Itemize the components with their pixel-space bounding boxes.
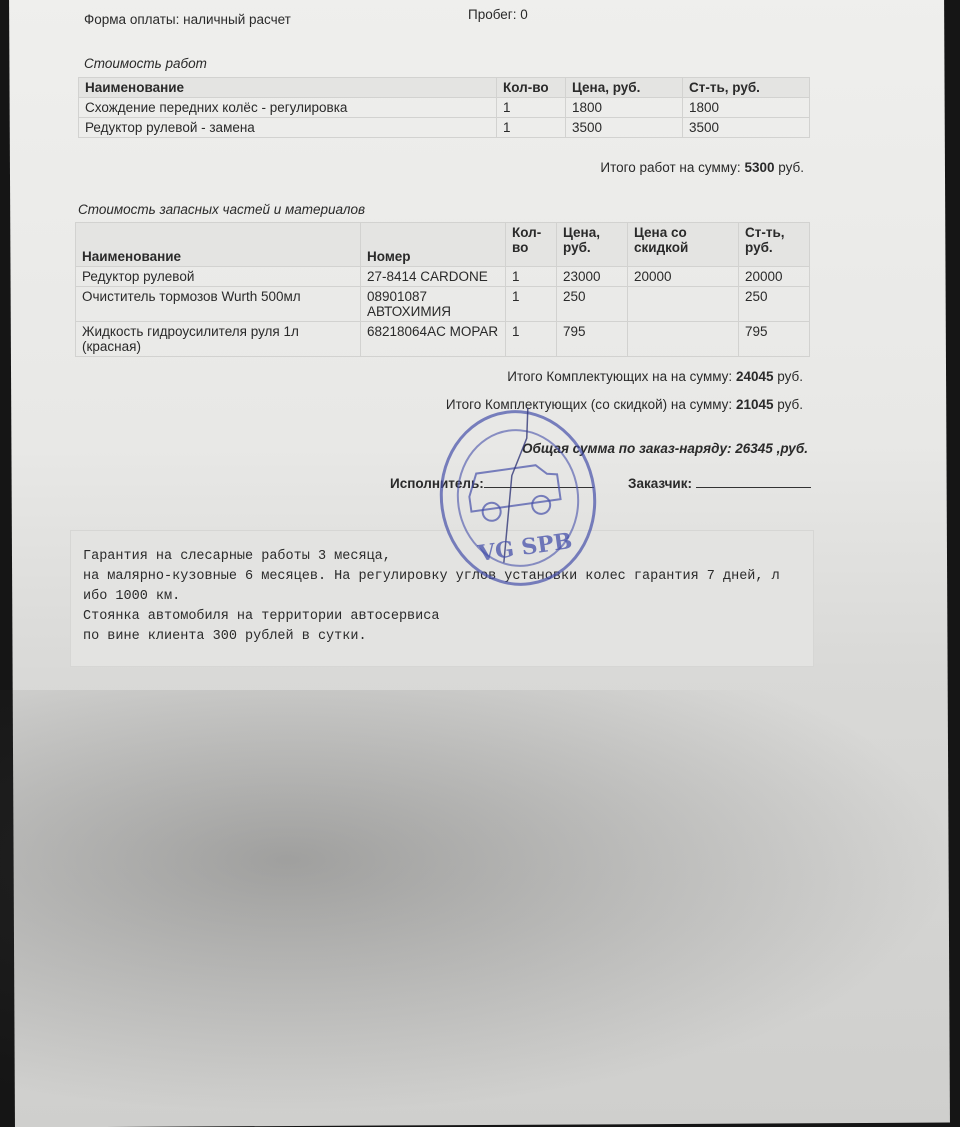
parts-total-label: Итого Комплектующих на на сумму: [507,369,733,384]
parts-total-value: 24045 [735,369,774,384]
parts-title: Стоимость запасных частей и материалов [78,202,366,217]
cell-sum: 3500 [683,118,810,138]
cell-discount: 20000 [628,267,739,287]
parts-total-discount [446,397,803,412]
col-qty: Кол-во [497,78,566,98]
grand-total-label: Общая сумма по заказ-наряду: [521,441,732,456]
payment-method: Форма оплаты: наличный расчет [84,12,291,27]
parts-total-discount-label: Итого Комплектующих (со скидкой) на сумму: [445,397,733,412]
currency: ,руб. [776,441,808,456]
customer-signature [628,476,811,491]
cell-price: 3500 [566,118,683,138]
table-row [76,267,810,287]
col-sum: Ст-ть, руб. [739,223,810,267]
cell-qty: 1 [497,118,566,138]
parts-header-row [76,223,810,267]
cell-sum: 795 [739,322,810,357]
currency: руб. [777,369,803,384]
table-row [79,98,810,118]
table-row [79,118,810,138]
cell-price: 23000 [557,267,628,287]
table-row [76,322,810,357]
works-title: Стоимость работ [84,56,207,71]
parts-total-discount-value: 21045 [735,397,774,412]
parts-total [507,369,803,384]
cell-number: 27-8414 CARDONE [361,267,506,287]
company-stamp [429,400,608,596]
works-table [78,77,810,138]
cell-price: 1800 [566,98,683,118]
cell-price: 250 [557,287,628,322]
cell-qty: 1 [506,322,557,357]
cell-qty: 1 [506,287,557,322]
mileage: Пробег: 0 [468,7,528,22]
cell-discount [628,287,739,322]
col-sum: Ст-ть, руб. [683,78,810,98]
col-name: Наименование [76,223,361,267]
col-price: Цена, руб. [557,223,628,267]
warranty-box [70,530,814,667]
cell-qty: 1 [497,98,566,118]
cell-name: Редуктор рулевой - замена [79,118,497,138]
works-total-label: Итого работ на сумму: [600,160,741,175]
cell-sum: 20000 [739,267,810,287]
cell-number: 68218064AC MOPAR [361,322,506,357]
parts-table [75,222,810,357]
col-price: Цена, руб. [566,78,683,98]
cell-qty: 1 [506,267,557,287]
col-qty: Кол-во [506,223,557,267]
table-row [76,287,810,322]
customer-label: Заказчик: [628,476,692,491]
works-total [600,160,804,175]
cell-name: Жидкость гидроусилителя руля 1л (красная) [76,322,361,357]
cell-discount [628,322,739,357]
cell-name: Очиститель тормозов Wurth 500мл [76,287,361,322]
cell-name: Схождение передних колёс - регулировка [79,98,497,118]
currency: руб. [777,397,803,412]
col-number: Номер [361,223,506,267]
cell-sum: 1800 [683,98,810,118]
warranty-text: Гарантия на слесарные работы 3 месяца, на малярно-кузовные 6 месяцев. На регулировку углов установки колес гарантия 7 дней, л ибо 1000 км. Стоянка автомобиля на территории автосервиса по вине клиента 300 рублей в сутки. [83,549,780,644]
col-name: Наименование [79,78,497,98]
currency: руб. [778,160,804,175]
cell-name: Редуктор рулевой [76,267,361,287]
cell-sum: 250 [739,287,810,322]
works-header-row [79,78,810,98]
grand-total-value: 26345 [735,441,773,456]
col-discount: Цена со скидкой [628,223,739,267]
executor-label: Исполнитель: [390,476,484,491]
cell-number: 08901087 АВТОХИМИЯ [361,287,506,322]
works-total-value: 5300 [744,160,775,175]
stamp-logo: VG SPB [476,528,574,567]
cell-price: 795 [557,322,628,357]
